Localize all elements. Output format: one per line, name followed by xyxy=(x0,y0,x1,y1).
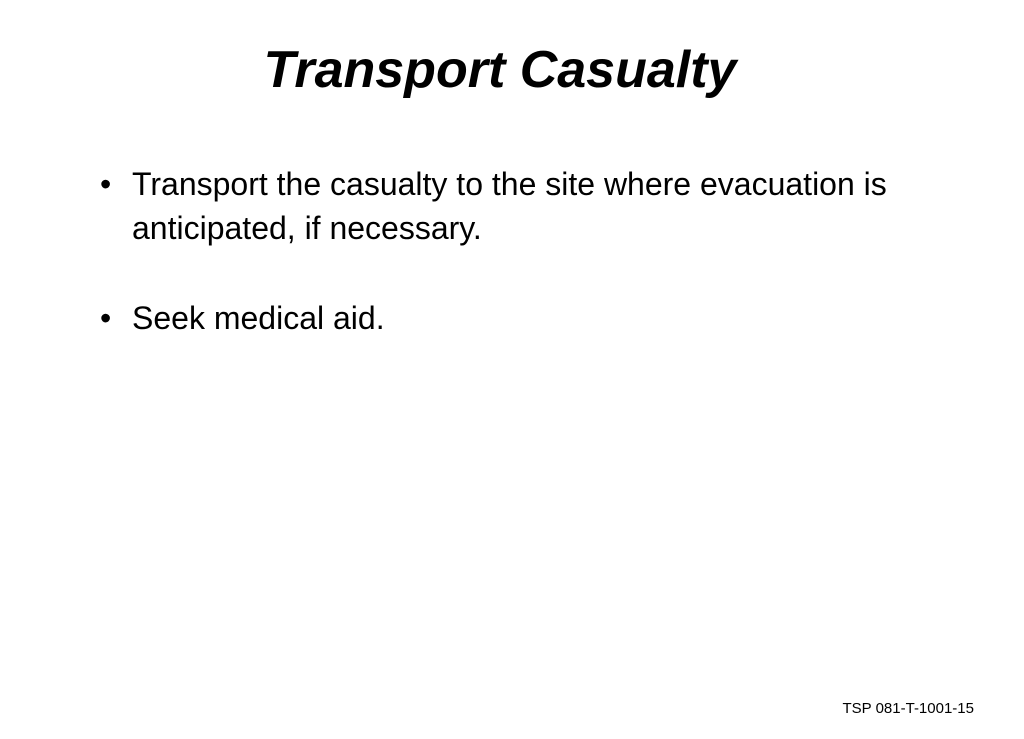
bullet-item xyxy=(100,296,920,340)
bullet-text: Seek medical aid. xyxy=(132,300,385,336)
bullet-marker: • xyxy=(100,166,112,202)
bullet-list xyxy=(100,162,920,386)
bullet-text: Transport the casualty to the site where evacuation is anticipated, if necessary. xyxy=(132,166,887,246)
bullet-marker: • xyxy=(100,300,112,336)
bullet-item xyxy=(100,162,920,250)
footer-code: TSP 081-T-1001-15 xyxy=(842,700,974,717)
slide-title: Transport Casualty xyxy=(263,41,737,99)
